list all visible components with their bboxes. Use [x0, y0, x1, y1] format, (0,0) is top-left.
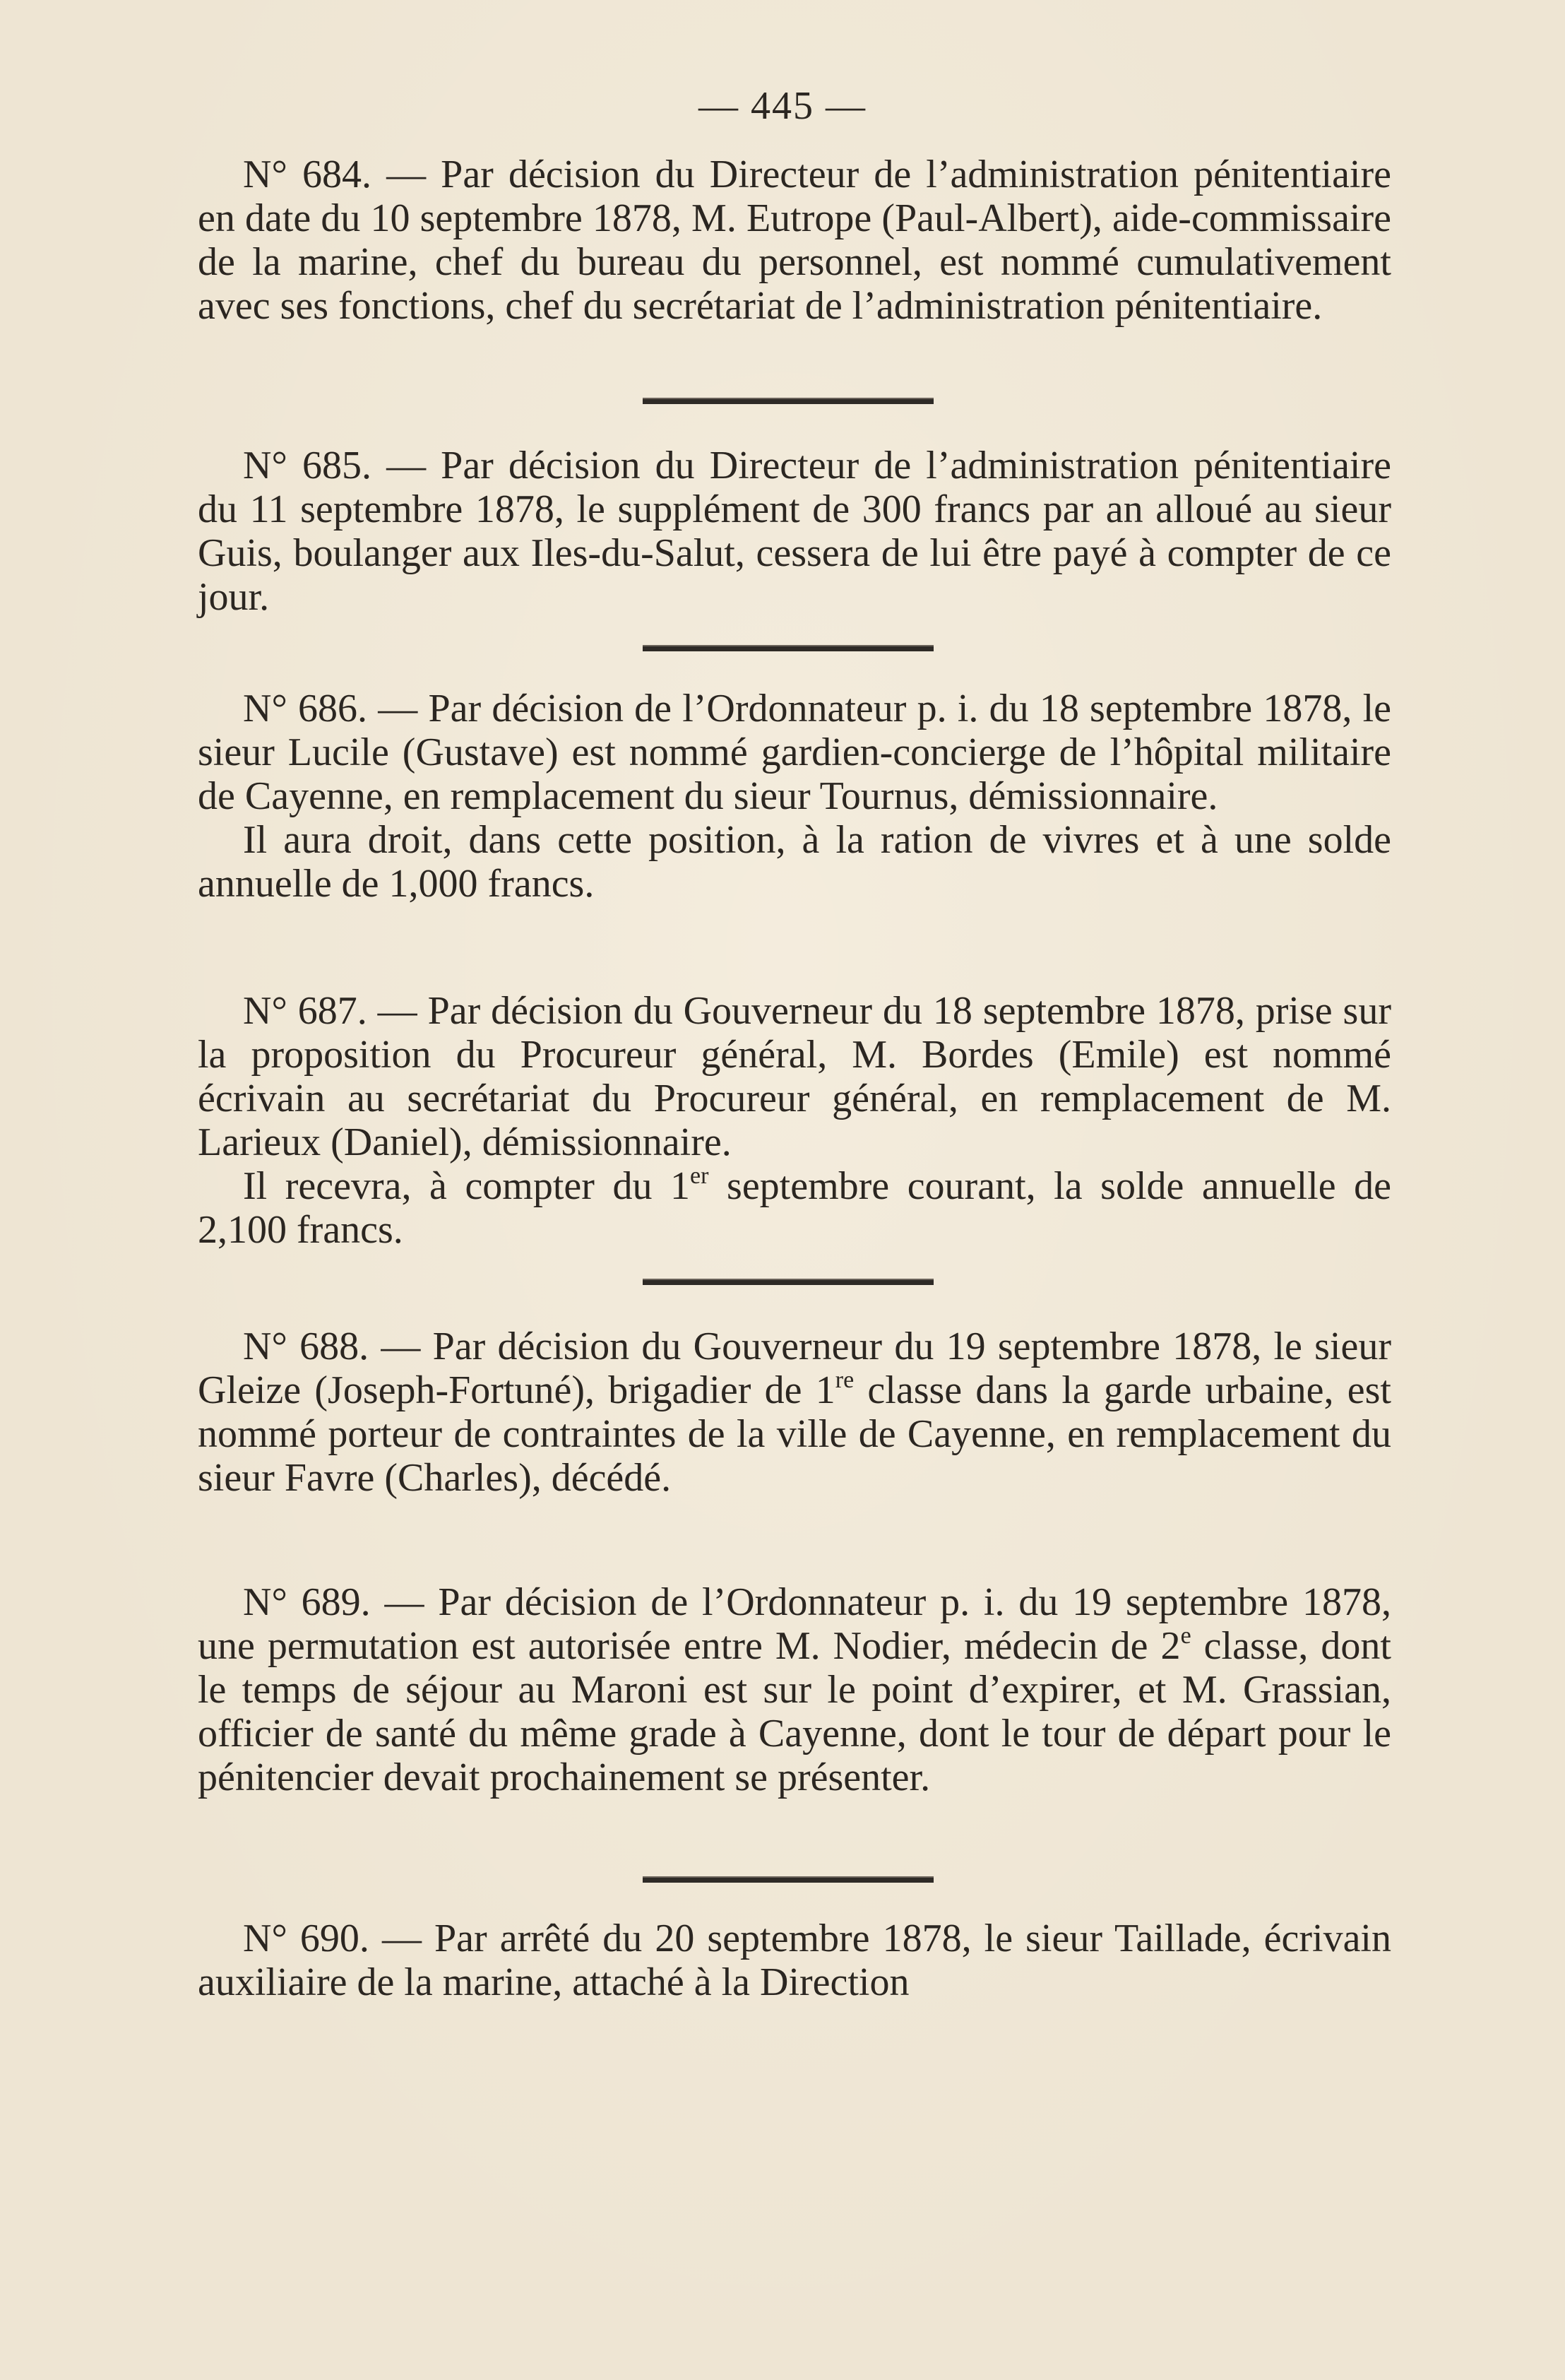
entry-paragraph — [198, 1580, 1391, 1799]
page-number: — 445 — — [698, 84, 867, 128]
entry-paragraph: N° 684. — Par décision du Directeur de l’administration pénitentiaire en date du 10 septembre 1878, M. Eutrope (Paul-Albert), aide-commissaire de la marine, chef du bureau du personnel, est nommé cumulativement avec ses fonctions, chef du secrétariat de l’administration pénitentiaire. — [198, 153, 1391, 328]
text-run: Il recevra, à compter du 1 — [243, 1164, 691, 1208]
entry-paragraph: Il aura droit, dans cette position, à la ration de vivres et à une solde annuelle de 1,000 francs. — [198, 818, 1391, 906]
entry-paragraph: N° 685. — Par décision du Directeur de l’administration pénitentiaire du 11 septembre 1878, le supplément de 300 francs par an alloué au sieur Guis, boulanger aux Iles-du-Salut, cessera de lui être payé à compter de ce jour. — [198, 444, 1391, 619]
entry-paragraph — [198, 1325, 1391, 1500]
entry-685 — [198, 444, 1391, 619]
ordinal-suffix: er — [690, 1163, 709, 1189]
text-run: classe, dont le temps de séjour au Maroni est sur le point d’expirer, et M. Grassian, officier de santé du même grade à Cayenne, dont le tour de départ pour le pénitencier devait prochainement se présenter. — [198, 1624, 1391, 1799]
entry-688 — [198, 1325, 1391, 1500]
separator-rule — [643, 645, 934, 651]
ordinal-suffix: e — [1180, 1623, 1191, 1649]
separator-rule — [643, 1876, 934, 1883]
text-run: N° 689. — Par décision de l’Ordonnateur p. i. du 19 septembre 1878, une permutation est autorisée entre M. Nodier, médecin de 2 — [198, 1580, 1391, 1668]
entry-687 — [198, 989, 1391, 1252]
text-run: classe dans la garde urbaine, est nommé porteur de contraintes de la ville de Cayenne, en remplacement du sieur Favre (Charles), décédé. — [198, 1368, 1391, 1500]
text-run: septembre courant, la solde annuelle de 2,100 francs. — [198, 1164, 1392, 1252]
entry-paragraph: N° 687. — Par décision du Gouverneur du 18 septembre 1878, prise sur la proposition du Procureur général, M. Bordes (Emile) est nommé écrivain au secrétariat du Procureur général, en remplacement de M. Larieux (Daniel), démissionnaire. — [198, 989, 1391, 1164]
text-run: N° 688. — Par décision du Gouverneur du 19 septembre 1878, le sieur Gleize (Joseph-Fortuné), brigadier de 1 — [198, 1325, 1391, 1412]
entry-689 — [198, 1580, 1391, 1799]
entry-paragraph: N° 690. — Par arrêté du 20 septembre 1878, le sieur Taillade, écrivain auxiliaire de la marine, attaché à la Direction — [198, 1917, 1391, 2004]
entry-690 — [198, 1917, 1391, 2004]
separator-rule — [643, 398, 934, 404]
ordinal-suffix: re — [835, 1367, 855, 1393]
entry-paragraph — [198, 1164, 1391, 1252]
entry-684 — [198, 153, 1391, 328]
separator-rule — [643, 1279, 934, 1285]
entry-686 — [198, 687, 1391, 906]
entry-paragraph: N° 686. — Par décision de l’Ordonnateur p. i. du 18 septembre 1878, le sieur Lucile (Gustave) est nommé gardien-concierge de l’hôpital militaire de Cayenne, en remplacement du sieur Tournus, démissionnaire. — [198, 687, 1391, 818]
